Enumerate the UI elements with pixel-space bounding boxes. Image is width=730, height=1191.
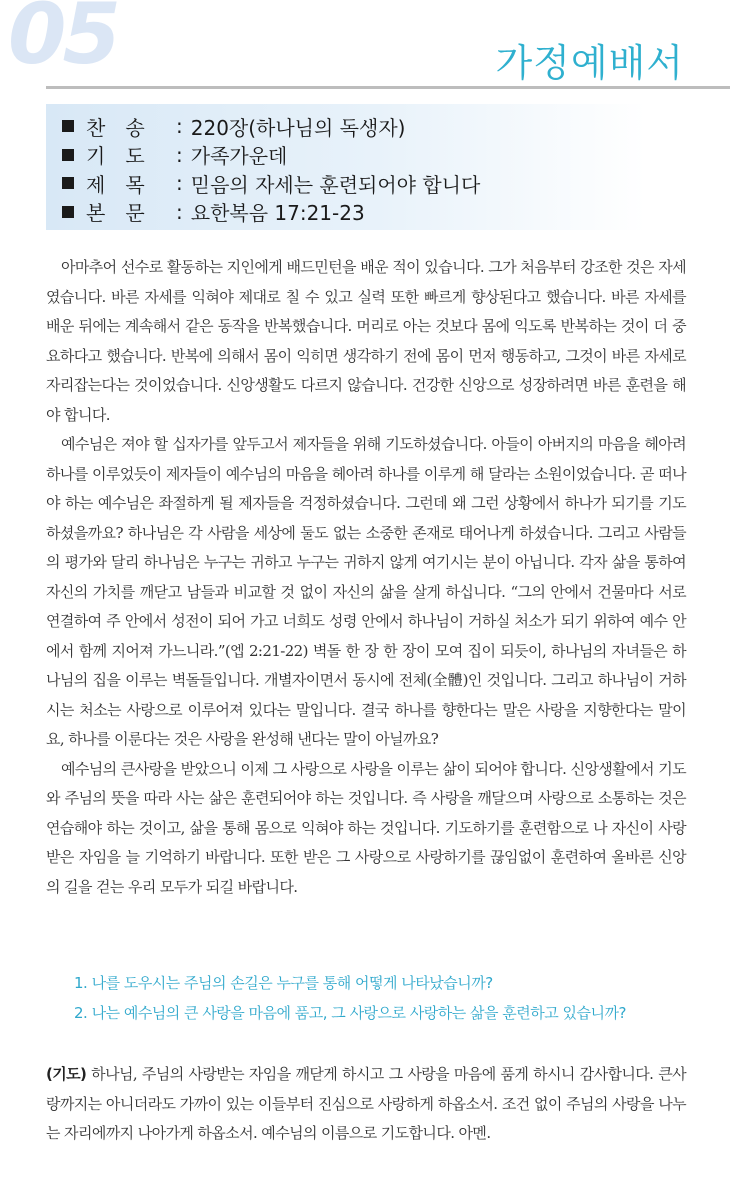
info-key: 본 문: [86, 201, 145, 226]
colon: :: [176, 142, 183, 167]
info-value: 220장(하나님의 독생자): [190, 115, 406, 140]
info-value: 가족가운데: [190, 144, 288, 169]
info-key: 기 도: [86, 144, 145, 169]
square-bullet-icon: [62, 149, 74, 161]
body-paragraph: 예수님의 큰사랑을 받았으니 이제 그 사랑으로 사랑을 이루는 삶이 되어야 합니다. 신앙생활에서 기도와 주님의 뜻을 따라 사는 삶은 훈련되어야 하는 것입니다. 즉 사랑을 깨달으며 사랑으로 소통하는 것은 연습해야 하는 것이고, 삶을 통해 몸으로 익혀야 하는 것입니다. 기도하기를 훈련함으로 나 자신이 사랑받은 자임을 늘 기억하기 바랍니다. 또한 받은 그 사랑으로 사랑하기를 끊임없이 훈련하여 올바른 신앙의 길을 걷는 우리 모두가 되길 바랍니다.: [46, 759, 686, 896]
question-item: 1. 나를 도우시는 주님의 손길은 누구를 통해 어떻게 나타났습니까?: [74, 974, 493, 992]
info-item-hymn: [62, 112, 480, 141]
info-item-prayer: [62, 141, 480, 170]
section-title: 가정예배서: [495, 41, 684, 85]
colon: :: [176, 114, 183, 139]
colon: :: [176, 171, 183, 196]
info-key: 찬 송: [86, 115, 145, 140]
discussion-questions: [74, 968, 694, 1028]
service-info-list: [62, 112, 480, 226]
page-number: 05: [8, 0, 117, 83]
sermon-body: [46, 253, 686, 902]
square-bullet-icon: [62, 120, 74, 132]
square-bullet-icon: [62, 177, 74, 189]
question-item: 2. 나는 예수님의 큰 사랑을 마음에 품고, 그 사랑으로 사랑하는 삶을 훈련하고 있습니까?: [74, 1004, 626, 1022]
info-item-scripture: [62, 198, 480, 227]
colon: :: [176, 199, 183, 224]
prayer-label: (기도): [46, 1065, 87, 1083]
info-value: 믿음의 자세는 훈련되어야 합니다: [190, 172, 481, 197]
closing-prayer: [46, 1060, 686, 1149]
title-divider: [46, 86, 730, 89]
info-item-subject: [62, 169, 480, 198]
info-value: 요한복음 17:21-23: [190, 201, 365, 226]
body-paragraph: 아마추어 선수로 활동하는 지인에게 배드민턴을 배운 적이 있습니다. 그가 처음부터 강조한 것은 자세였습니다. 바른 자세를 익혀야 제대로 칠 수 있고 실력 또한 빠르게 향상된다고 했습니다. 바른 자세를 배운 뒤에는 계속해서 같은 동작을 반복했습니다. 머리로 아는 것보다 몸에 익도록 반복하는 것이 더 중요하다고 했습니다. 반복에 의해서 몸이 익히면 생각하기 전에 몸이 먼저 행동하고, 그것이 바른 자세로 자리잡는다는 것이었습니다. 신앙생활도 다르지 않습니다. 건강한 신앙으로 성장하려면 바른 훈련을 해야 합니다.: [46, 258, 686, 424]
body-paragraph: 예수님은 져야 할 십자가를 앞두고서 제자들을 위해 기도하셨습니다. 아들이 아버지의 마음을 헤아려 하나를 이루었듯이 제자들이 예수님의 마음을 헤아려 하나를 이루게 해 달라는 소원이었습니다. 곧 떠나야 하는 예수님은 좌절하게 될 제자들을 걱정하셨습니다. 그런데 왜 그런 상황에서 하나가 되기를 기도하셨을까요? 하나님은 각 사람을 세상에 둘도 없는 소중한 존재로 태어나게 하셨습니다. 그리고 사람들의 평가와 달리 하나님은 누구는 귀하고 누구는 귀하지 않게 여기시는 분이 아닙니다. 각자 삶을 통하여 자신의 가치를 깨닫고 남들과 비교할 것 없이 자신의 삶을 살게 하십니다. “그의 안에서 건물마다 서로 연결하여 주 안에서 성전이 되어 가고 너희도 성령 안에서 하나님이 거하실 처소가 되기 위하여 예수 안에서 함께 지어져 가느니라.”(엡 2:21-22) 벽돌 한 장 한 장이 모여 집이 되듯이, 하나님의 자녀들은 하나님의 집을 이루는 벽돌들입니다. 개별자이면서 동시에 전체(全體)인 것입니다. 그리고 하나님이 거하시는 처소는 사랑으로 이루어져 있다는 말입니다. 결국 하나를 향한다는 말은 사랑을 지향한다는 말이요, 하나를 이룬다는 것은 사랑을 완성해 낸다는 말이 아닐까요?: [46, 435, 686, 748]
info-key: 제 목: [86, 172, 145, 197]
square-bullet-icon: [62, 206, 74, 218]
prayer-text: 하나님, 주님의 사랑받는 자임을 깨닫게 하시고 그 사랑을 마음에 품게 하시니 감사합니다. 큰사랑까지는 아니더라도 가까이 있는 이들부터 진심으로 사랑하게 하옵소서. 조건 없이 주님의 사랑을 나누는 자리에까지 나아가게 하옵소서. 예수님의 이름으로 기도합니다. 아멘.: [46, 1065, 686, 1142]
